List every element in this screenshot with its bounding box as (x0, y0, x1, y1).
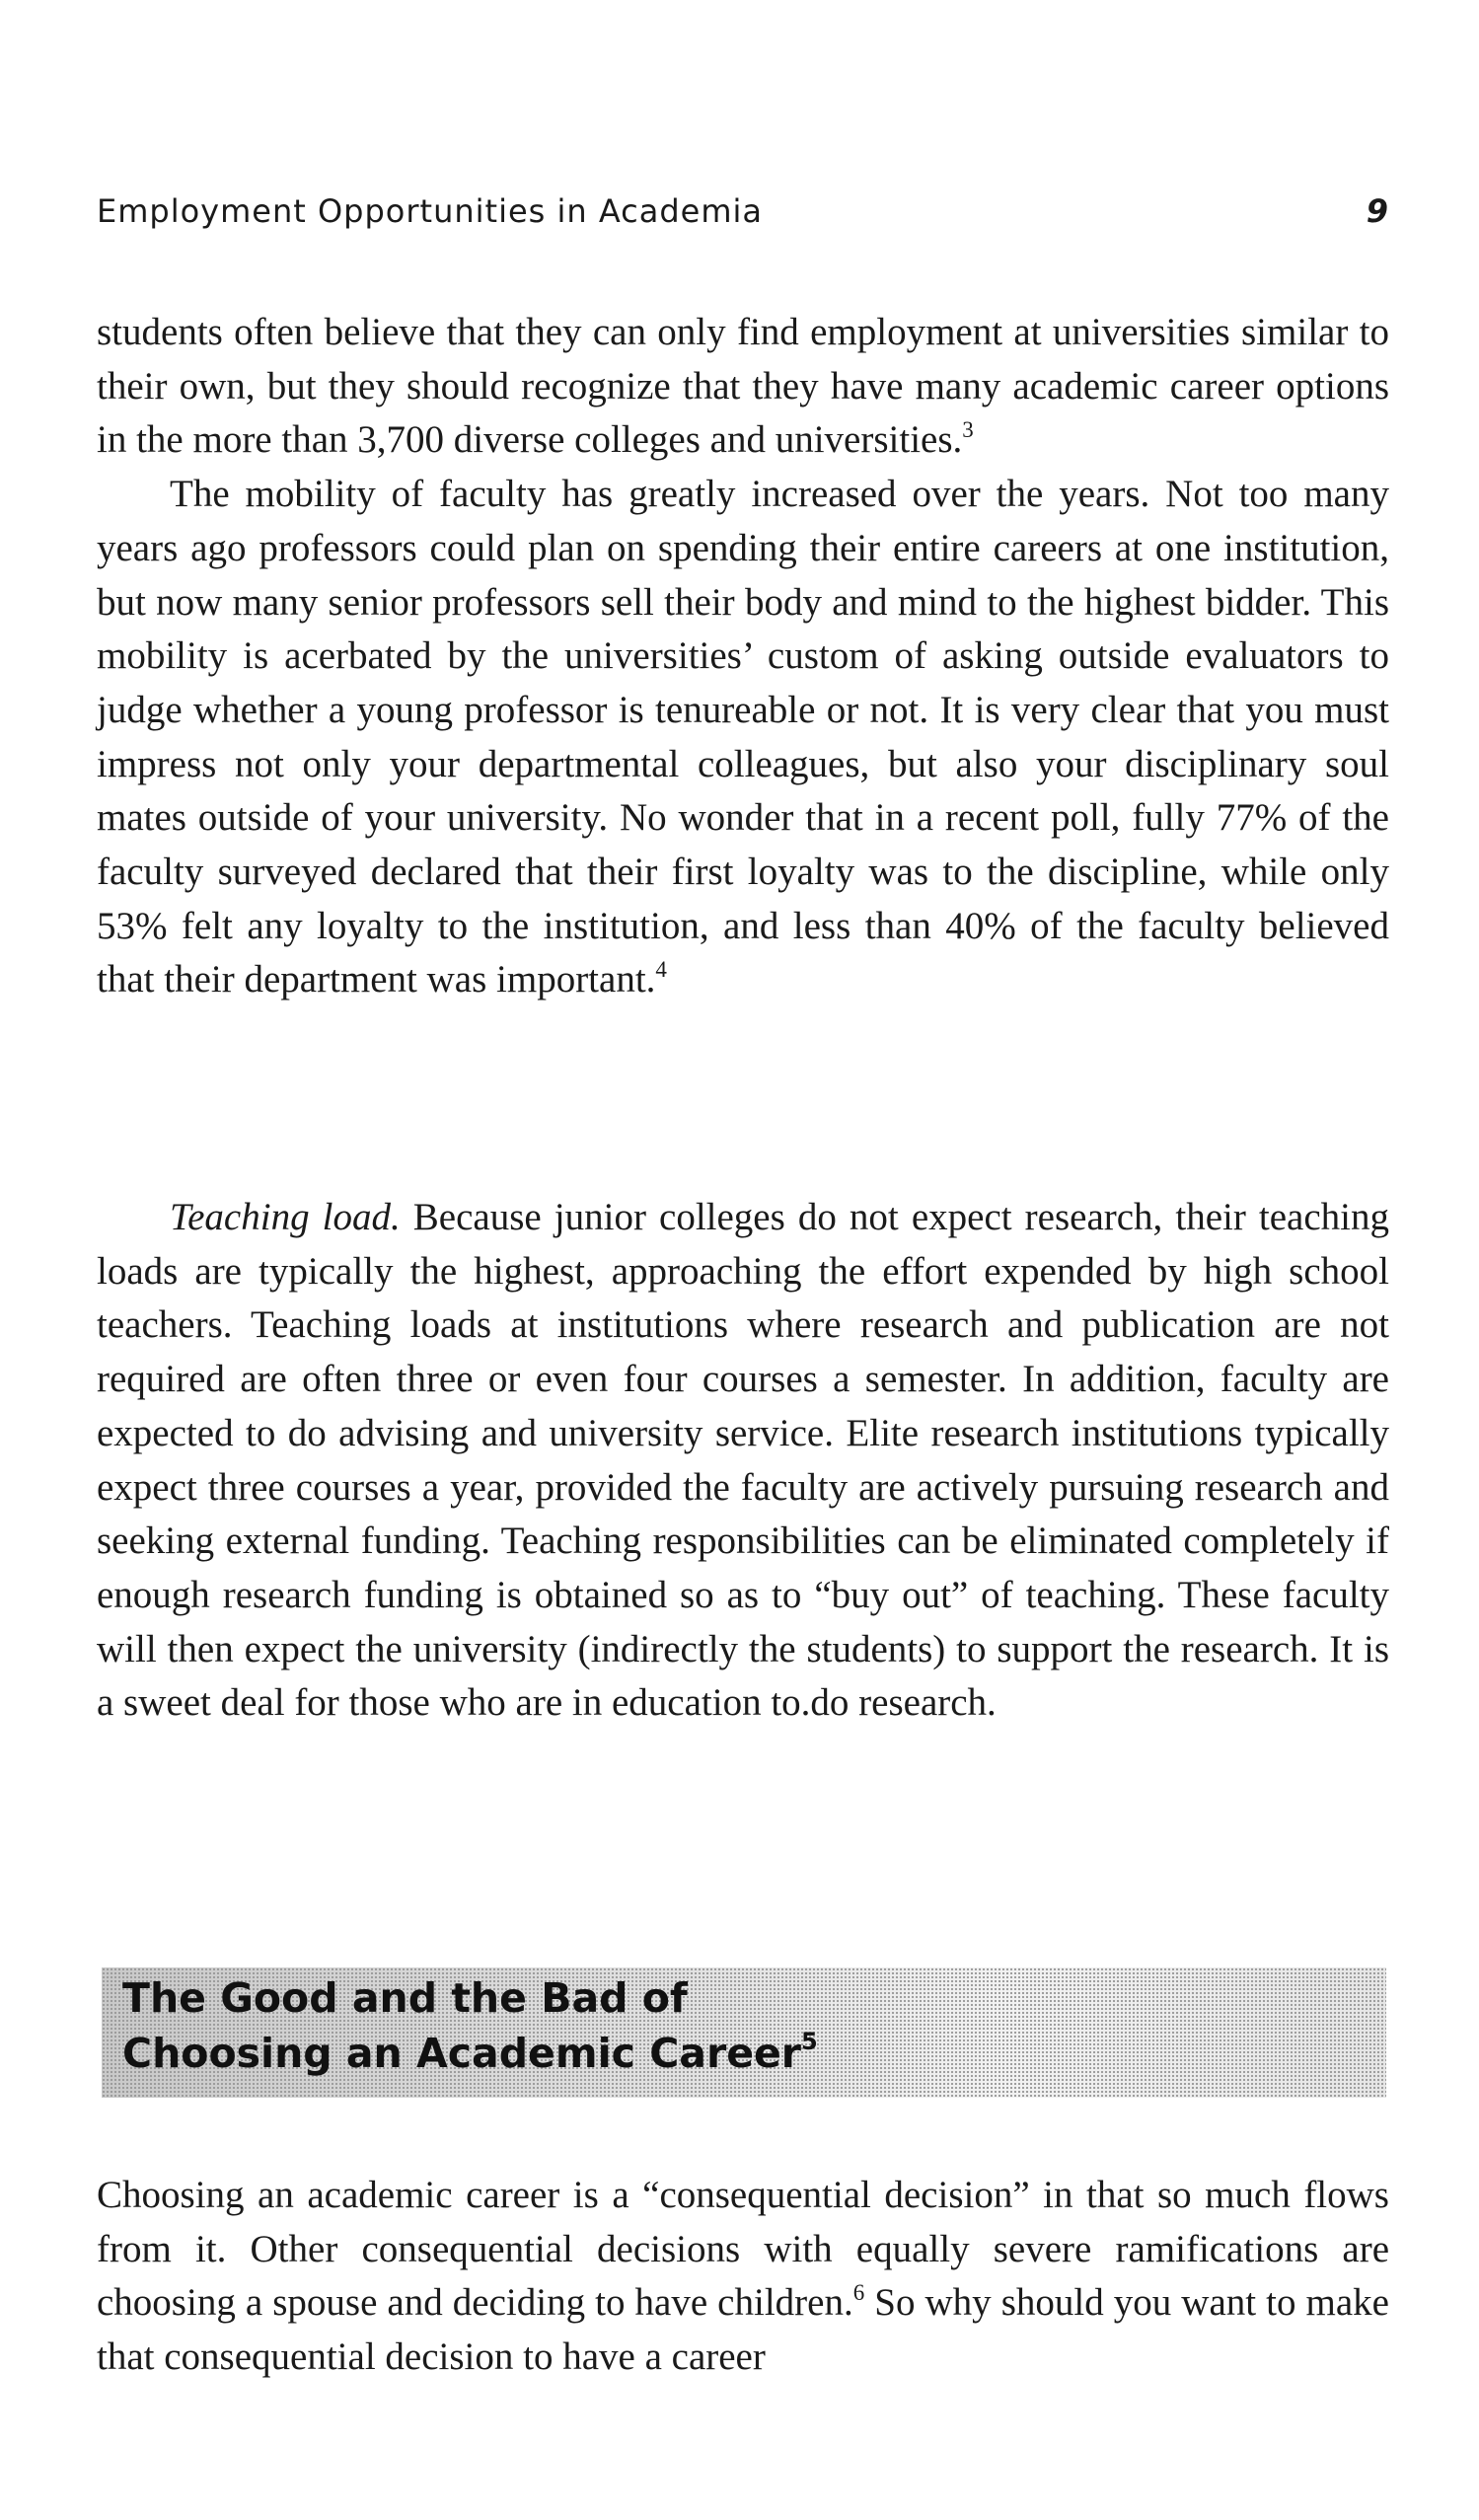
footnote-marker-4: 4 (655, 957, 667, 983)
section-heading-line-1: The Good and the Bad of (122, 1974, 688, 2022)
footnote-marker-6: 6 (852, 2280, 865, 2306)
topic-label: Teaching load. (170, 1196, 401, 1238)
section-heading-line-2-text: Choosing an Academic Career (122, 2030, 802, 2077)
paragraph-universities (97, 306, 1389, 468)
footnote-marker-3: 3 (962, 417, 974, 443)
career-choice-block (97, 2169, 1389, 2385)
page-number: 9 (1366, 192, 1389, 230)
teaching-load-block (97, 1191, 1389, 1731)
paragraph-teaching-load (97, 1191, 1389, 1731)
section-heading (122, 1970, 818, 2081)
paragraph-faculty-mobility (97, 468, 1389, 1007)
footnote-marker-5: 5 (801, 2028, 818, 2055)
running-title: Employment Opportunities in Academia (97, 192, 764, 230)
running-head (97, 192, 1389, 232)
paragraph-consequential-decision (97, 2169, 1389, 2385)
opening-text-block (97, 306, 1389, 1007)
paragraph-text: Because junior colleges do not expect research, their teaching loads are typically the highest, approaching the effort expended by high school teachers. Teaching loads at institutions where research and publication are not required are often three or even four courses a semester. In addition, faculty are expected to do advising and university service. Elite research institutions typically expect three courses a year, provided the faculty are actively pursuing research and seeking external funding. Teaching responsibilities can be eliminated completely if enough research funding is obtained so as to “buy out” of teaching. These faculty will then expect the university (indirectly the students) to support the research. It is a sweet deal for those who are in education to.do research. (97, 1196, 1390, 1725)
paragraph-text: Choosing an academic career is a “consequential decision” in that so much flows from it. Other consequential decisions with equally severe ramifications are choosing a spouse and deciding to have children. (97, 2174, 1389, 2325)
paragraph-text: students often believe that they can only find employment at universities similar to their own, but they should recognize that they have many academic career options in the more than 3,700 diverse colleges and universities. (97, 311, 1389, 462)
paragraph-text-continued: So why should you want to make that consequential decision to have a career (97, 2281, 1389, 2379)
section-heading-line-2 (122, 2026, 818, 2081)
paragraph-text: The mobility of faculty has greatly increased over the years. Not too many years ago professors could plan on spending their entire careers at one institution, but now many senior professors sell their body and mind to the highest bidder. This mobility is acerbated by the universities’ custom of asking outside evaluators to judge whether a young professor is tenureable or not. It is very clear that you must impress not only your departmental colleagues, but also your disciplinary soul mates outside of your university. No wonder that in a recent poll, fully 77% of the faculty surveyed declared that their first loyalty was to the discipline, while only 53% felt any loyalty to the institution, and less than 40% of the faculty believed that their department was important. (97, 473, 1389, 1001)
